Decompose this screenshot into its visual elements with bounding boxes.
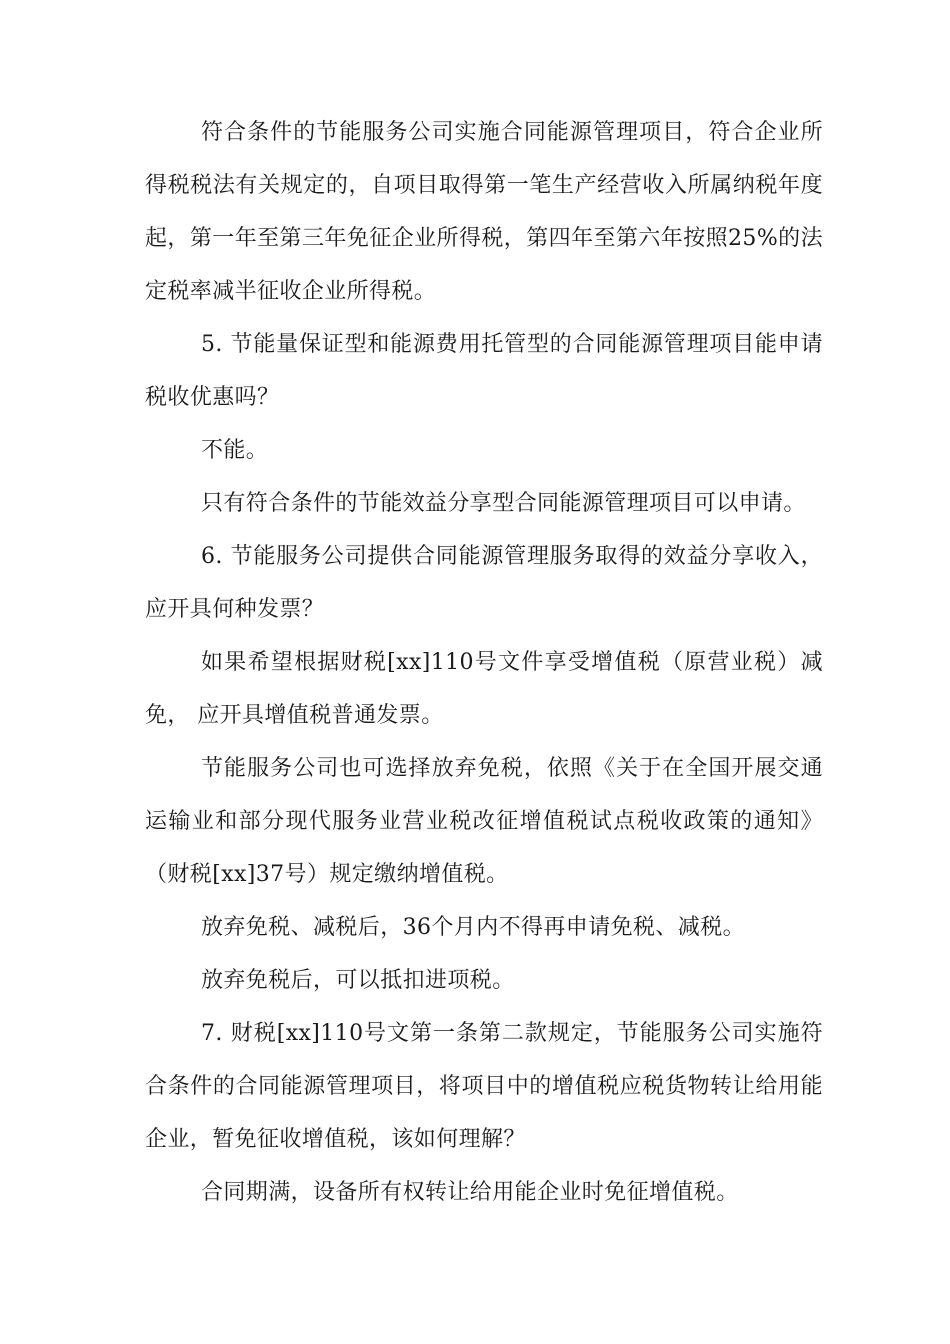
question-6: 6. 节能服务公司提供合同能源管理服务取得的效益分享收入，应开具何种发票？: [145, 544, 823, 622]
question-5: 5. 节能量保证型和能源费用托管型的合同能源管理项目能申请税收优惠吗？: [145, 332, 823, 410]
answer-7: 合同期满，设备所有权转让给用能企业时免征增值税。: [201, 1180, 739, 1205]
document-body: [145, 106, 823, 1219]
answer-6-36-months: 放弃免税、减税后，36个月内不得再申请免税、减税。: [201, 915, 745, 940]
answer-6-input-tax: 放弃免税后，可以抵扣进项税。: [201, 968, 515, 993]
answer-5-short: 不能。: [201, 438, 269, 463]
answer-6-waive-exemption: 节能服务公司也可选择放弃免税，依照《关于在全国开展交通运输业和部分现代服务业营业税改征增值税试点税收政策的通知》（财税[xx]37号）规定缴纳增值税。: [145, 756, 823, 887]
paragraph-energy-saving-tax-exemption: 符合条件的节能服务公司实施合同能源管理项目，符合企业所得税税法有关规定的，自项目取得第一笔生产经营收入所属纳税年度起，第一年至第三年免征企业所得税，第四年至第六年按照25%的法定税率减半征收企业所得税。: [145, 120, 823, 304]
question-7: 7. 财税[xx]110号文第一条第二款规定，节能服务公司实施符合条件的合同能源管理项目，将项目中的增值税应税货物转让给用能企业，暂免征收增值税，该如何理解？: [145, 1021, 823, 1152]
answer-5-detail: 只有符合条件的节能效益分享型合同能源管理项目可以申请。: [201, 491, 806, 516]
answer-6-invoice: 如果希望根据财税[xx]110号文件享受增值税（原营业税）减免， 应开具增值税普通发票。: [145, 650, 823, 728]
